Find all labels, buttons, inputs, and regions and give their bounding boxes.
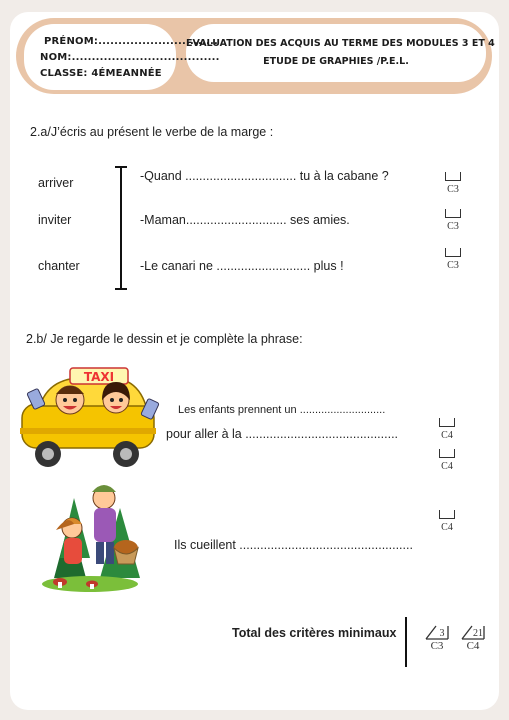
verb-chanter: chanter [38, 259, 80, 273]
mushroom-picking-illustration [40, 478, 140, 594]
bracket-cap-top [115, 166, 127, 168]
svg-text:TAXI: TAXI [83, 370, 115, 384]
sentence-2[interactable]: -Maman............................. ses amies. [140, 213, 350, 227]
sentence-1[interactable]: -Quand ................................ tu à la cabane ? [140, 169, 389, 183]
sentence-destination[interactable]: pour aller à la ............................................ [166, 427, 399, 441]
criterion-box-a1[interactable] [439, 172, 467, 195]
score-fraction-c4 [460, 624, 486, 640]
criterion-box-b2[interactable] [433, 449, 461, 472]
svg-text:21: 21 [473, 628, 483, 639]
total-c3-label: C3 [430, 640, 444, 652]
title-line-1: EVALUATION DES ACQUIS AU TERME DES MODULES 3 ET 4 [186, 38, 495, 49]
sentence-pick[interactable]: Ils cueillent .................................................. [174, 538, 413, 552]
sentence-3[interactable]: -Le canari ne ........................... plus ! [140, 259, 344, 273]
verb-arriver: arriver [38, 176, 74, 190]
firstname-field: PRÉNOM:.............................. [44, 36, 219, 47]
criterion-label: C3 [447, 260, 459, 271]
total-c4-label: C4 [466, 640, 480, 652]
taxi-illustration [18, 366, 160, 472]
criterion-label: C4 [441, 522, 453, 533]
lastname-field: NOM:..................................... [40, 52, 220, 63]
instruction-2a: 2.a/J’écris au présent le verbe de la marge : [30, 125, 274, 139]
title-box [186, 24, 495, 82]
criterion-label: C4 [441, 461, 453, 472]
total-divider [405, 617, 407, 667]
criterion-label: C4 [441, 430, 453, 441]
sentence-taxi[interactable]: Les enfants prennent un ............................ [178, 404, 386, 416]
svg-text:3: 3 [439, 628, 445, 639]
total-label: Total des critères minimaux [232, 626, 397, 640]
worksheet-page [10, 12, 499, 710]
verb-inviter: inviter [38, 213, 72, 227]
title-line-2: ETUDE DE GRAPHIES /P.E.L. [263, 56, 409, 67]
bracket-cap-bottom [115, 288, 127, 290]
criterion-box-b1[interactable] [433, 418, 461, 441]
class-field: CLASSE: 4ÉMEANNÉE [40, 68, 162, 79]
total-c4[interactable] [456, 624, 490, 652]
criterion-box-b3[interactable] [433, 510, 461, 533]
criterion-box-a3[interactable] [439, 248, 467, 271]
total-c3[interactable] [420, 624, 454, 652]
criterion-label: C3 [447, 184, 459, 195]
criterion-label: C3 [447, 221, 459, 232]
margin-bracket [120, 166, 122, 290]
score-fraction-c3 [424, 624, 450, 640]
instruction-2b: 2.b/ Je regarde le dessin et je complète la phrase: [26, 332, 303, 346]
criterion-box-a2[interactable] [439, 209, 467, 232]
